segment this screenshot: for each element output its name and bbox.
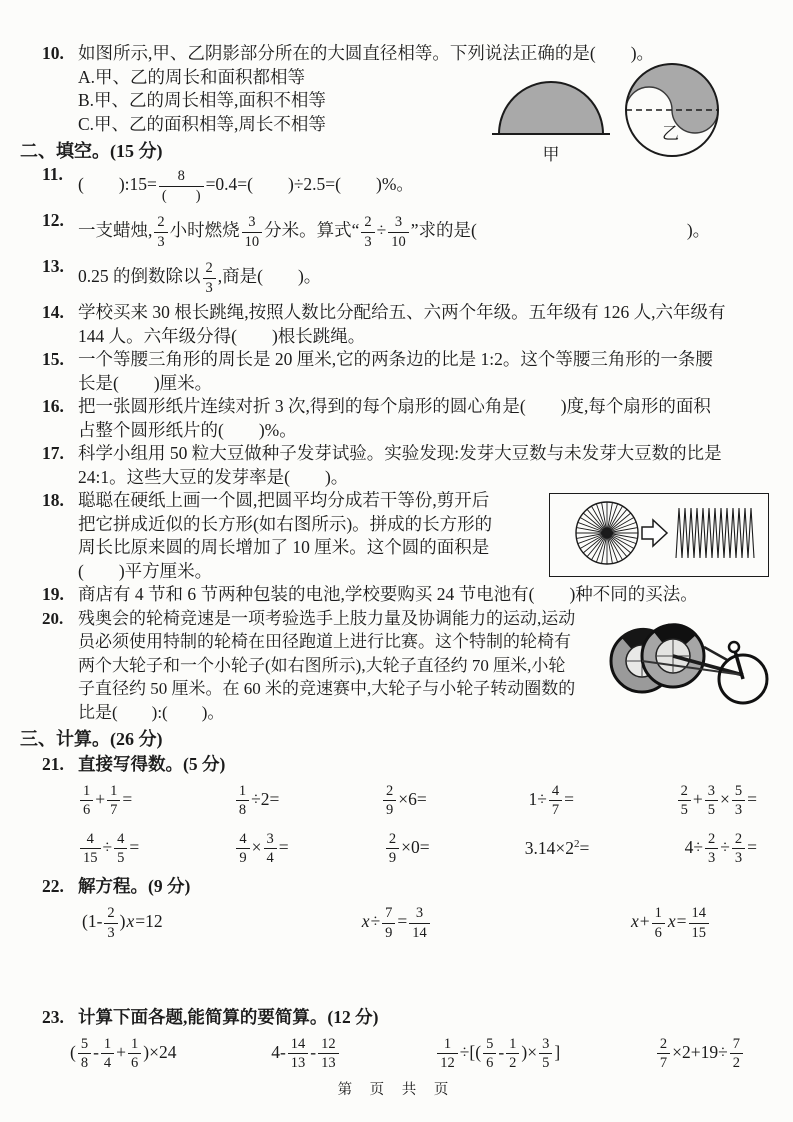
- calc-item: $\frac{1}{6}$ + $\frac{1}{7}$ =: [78, 782, 132, 820]
- fraction: $\frac{2}{3}$: [732, 831, 745, 867]
- fraction: $\frac{7}{9}$: [382, 905, 395, 941]
- question-text: 长是( )厘米。: [78, 372, 213, 393]
- question-text: ( ):15= $\frac{8}{( )}$ =0.4=( )÷2.5=( )%。: [78, 168, 414, 204]
- fraction: $\frac{1}{6}$: [652, 905, 665, 941]
- question-16: [20, 395, 771, 442]
- question-text: 把一张圆形纸片连续对折 3 次,得到的每个扇形的圆心角是( )度,每个扇形的面积: [78, 396, 711, 416]
- q10-figures: [492, 60, 772, 167]
- question-21: [20, 753, 771, 777]
- section-calculation-title: 三、计算。(26 分): [20, 729, 163, 749]
- fraction: $\frac{3}{4}$: [264, 831, 277, 867]
- question-number: 18.: [42, 490, 64, 510]
- question-number: 11.: [42, 164, 63, 184]
- equation: x+ $\frac{1}{6}$ x= $\frac{14}{15}$: [630, 904, 711, 942]
- question-number: 13.: [42, 256, 64, 276]
- fraction: $\frac{2}{3}$: [104, 905, 117, 941]
- fraction: $\frac{3}{10}$: [242, 214, 263, 250]
- option-b: B.甲、乙的周长相等,面积不相等: [78, 90, 326, 110]
- fraction: $\frac{4}{7}$: [549, 783, 562, 819]
- question-number: 19.: [42, 584, 64, 604]
- wheelchair-illustration: [609, 609, 771, 709]
- expression: ( $\frac{5}{8}$ - $\frac{1}{4}$ + $\frac{1}{6}$ )×24: [70, 1035, 177, 1071]
- question-text: 科学小组用 50 粒大豆做种子发芽试验。实验发现:发芽大豆数与未发芽大豆数的比是: [78, 443, 722, 463]
- fraction: $\frac{8}{( )}$: [159, 168, 204, 204]
- question-text: 144 人。六年级分得( )根长跳绳。: [78, 325, 366, 346]
- option-c: C.甲、乙的面积相等,周长不相等: [78, 113, 326, 134]
- fraction: $\frac{1}{7}$: [107, 783, 120, 819]
- page-footer: 第 页 共 页: [337, 1081, 456, 1098]
- question-18: [20, 489, 771, 583]
- figure-label-yi: 乙: [662, 124, 679, 143]
- question-label: 直接写得数。(5 分): [78, 754, 226, 774]
- fraction: $\frac{2}{3}$: [361, 214, 374, 250]
- fraction: $\frac{1}{12}$: [437, 1036, 458, 1072]
- question-number: 15.: [42, 349, 64, 369]
- fraction: $\frac{4}{5}$: [114, 831, 127, 867]
- fraction: $\frac{2}{5}$: [678, 783, 691, 819]
- arrow-icon: [642, 520, 667, 546]
- rearranged-rectangle-zigzag: [676, 508, 754, 558]
- figure-label-jia: 甲: [542, 144, 560, 164]
- expression: $\frac{1}{12}$ ÷[( $\frac{5}{6}$ - $\frac{1}{2}$ )× $\frac{3}{5}$ ]: [435, 1035, 560, 1073]
- calc-item: $\frac{1}{8}$ ÷2=: [234, 782, 279, 820]
- question-text: 员必须使用特制的轮椅在田径跑道上进行比赛。这个特制的轮椅有: [78, 632, 571, 651]
- question-number: 10.: [42, 43, 64, 63]
- equation: x÷ $\frac{7}{9}$ = $\frac{3}{14}$: [361, 904, 432, 942]
- question-label: 解方程。(9 分): [78, 875, 191, 896]
- figure-yi: [622, 60, 722, 167]
- question-text: 学校买来 30 根长跳绳,按照人数比分配给五、六两个年级。五年级有 126 人,六年级有: [78, 302, 726, 322]
- expression: 4- $\frac{14}{13}$ - $\frac{12}{13}$: [271, 1035, 340, 1073]
- question-number: 22.: [42, 875, 64, 896]
- fraction: $\frac{7}{2}$: [730, 1036, 743, 1072]
- equation: (1- $\frac{2}{3}$ )x=12: [82, 905, 163, 941]
- question-text: ( )平方厘米。: [78, 560, 213, 581]
- fraction: $\frac{2}{9}$: [383, 783, 396, 819]
- question-13: [20, 255, 771, 301]
- fraction: $\frac{1}{8}$: [236, 783, 249, 819]
- calc-item: $\frac{2}{9}$ ×0=: [384, 830, 430, 868]
- question-text: 一个等腰三角形的周长是 20 厘米,它的两条边的比是 1:2。这个等腰三角形的一条腰: [78, 349, 713, 369]
- fraction: $\frac{5}{6}$: [483, 1036, 496, 1072]
- fraction: $\frac{5}{8}$: [78, 1036, 91, 1072]
- semicircle-shade: [499, 82, 603, 134]
- fraction: $\frac{14}{13}$: [288, 1036, 309, 1072]
- figure-jia: [492, 70, 610, 165]
- question-20: [20, 607, 771, 725]
- fraction: $\frac{2}{3}$: [203, 260, 216, 296]
- fraction: $\frac{3}{5}$: [705, 783, 718, 819]
- q22-equations: [20, 898, 771, 948]
- circle-hub: [604, 530, 611, 537]
- question-text: 0.25 的倒数除以 $\frac{2}{3}$ ,商是( )。: [78, 260, 322, 296]
- fraction: $\frac{3}{10}$: [388, 214, 409, 250]
- fraction: $\frac{1}{4}$: [101, 1036, 114, 1072]
- fraction: $\frac{2}{3}$: [705, 831, 718, 867]
- racing-wheelchair-figure: [609, 609, 771, 709]
- work-space: [20, 948, 771, 1004]
- question-text: 商店有 4 节和 6 节两种包装的电池,学校要购买 24 节电池有( )种不同的买法。: [78, 584, 698, 604]
- question-number: 14.: [42, 302, 64, 322]
- q21-row-2: [20, 825, 771, 873]
- question-14: [20, 301, 771, 348]
- question-text: 比是( ):( )。: [78, 702, 225, 722]
- q23-expressions: [20, 1030, 771, 1078]
- fraction: $\frac{1}{2}$: [506, 1036, 519, 1072]
- calc-item: $\frac{2}{9}$ ×6=: [381, 782, 427, 820]
- question-number: 16.: [42, 396, 64, 416]
- question-text: 24:1。这些大豆的发芽率是( )。: [78, 466, 349, 487]
- question-number: 23.: [42, 1007, 64, 1027]
- question-text: 两个大轮子和一个小轮子(如右图所示),大轮子直径约 70 厘米,小轮: [78, 655, 566, 675]
- fraction: $\frac{2}{9}$: [386, 831, 399, 867]
- question-11: [20, 163, 771, 209]
- question-text: 子直径约 50 厘米。在 60 米的竞速赛中,大轮子与小轮子转动圈数的: [78, 679, 576, 698]
- frame-bar: [704, 647, 729, 661]
- fraction: $\frac{4}{15}$: [80, 831, 101, 867]
- question-12: [20, 209, 771, 255]
- question-23: [20, 1006, 771, 1030]
- fraction: $\frac{2}{7}$: [657, 1036, 670, 1072]
- fraction: $\frac{14}{15}$: [689, 905, 710, 941]
- question-text: 周长比原来圆的周长增加了 10 厘米。这个圆的面积是: [78, 537, 490, 557]
- q21-row-1: [20, 777, 771, 825]
- question-label: 计算下面各题,能简算的要简算。(12 分): [78, 1007, 379, 1027]
- question-15: [20, 348, 771, 395]
- option-a: A.甲、乙的周长和面积都相等: [78, 66, 306, 87]
- fraction: $\frac{12}{13}$: [318, 1036, 339, 1072]
- question-text: 一支蜡烛, $\frac{2}{3}$ 小时燃烧 $\frac{3}{10}$ 分米。算式“ $\frac{2}{3}$ ÷ $\frac{3}{10}$ ”求的是( )。: [78, 214, 711, 250]
- question-22: [20, 875, 771, 899]
- circle-to-rectangle-figure: [549, 493, 769, 577]
- calc-item: $\frac{4}{9}$ × $\frac{3}{4}$ =: [234, 830, 288, 868]
- question-number: 20.: [42, 608, 64, 628]
- fraction: $\frac{1}{6}$: [80, 783, 93, 819]
- question-text: 残奥会的轮椅竞速是一项考验选手上肢力量及协调能力的运动,运动: [78, 608, 576, 628]
- question-number: 21.: [42, 754, 64, 774]
- fraction: $\frac{5}{3}$: [732, 783, 745, 819]
- calc-item: $\frac{2}{5}$ + $\frac{3}{5}$ × $\frac{5}{3}$ =: [676, 782, 757, 820]
- calc-item: 4÷ $\frac{2}{3}$ ÷ $\frac{2}{3}$ =: [684, 830, 757, 866]
- circle-sectors-diagram: [550, 494, 765, 573]
- expression: $\frac{2}{7}$ ×2+19÷ $\frac{7}{2}$: [655, 1035, 745, 1073]
- fraction: $\frac{3}{14}$: [409, 905, 430, 941]
- fraction: $\frac{2}{3}$: [154, 214, 167, 250]
- question-text: 占整个圆形纸片的( )%。: [78, 419, 297, 440]
- calc-item: 1÷ $\frac{4}{7}$ =: [528, 782, 574, 818]
- question-number: 12.: [42, 210, 64, 230]
- question-text: 把它拼成近似的长方形(如右图所示)。拼成的长方形的: [78, 513, 493, 534]
- question-number: 17.: [42, 443, 64, 463]
- question-17: [20, 442, 771, 489]
- fraction: $\frac{1}{6}$: [128, 1036, 141, 1072]
- question-19: [20, 583, 771, 607]
- calc-item: $3.14\times 2^2=$: [524, 837, 590, 858]
- section-fill-in-title: 二、填空。(15 分): [20, 141, 163, 161]
- fraction: $\frac{3}{5}$: [539, 1036, 552, 1072]
- fraction: $\frac{4}{9}$: [236, 831, 249, 867]
- question-text: 如图所示,甲、乙阴影部分所在的大圆直径相等。下列说法正确的是( )。: [78, 43, 655, 63]
- question-text: 聪聪在硬纸上画一个圆,把圆平均分成若干等份,剪开后: [78, 490, 490, 510]
- calc-item: $\frac{4}{15}$ ÷ $\frac{4}{5}$ =: [78, 830, 139, 868]
- steering-ring: [729, 642, 739, 652]
- shaded-semicircle: [492, 70, 610, 138]
